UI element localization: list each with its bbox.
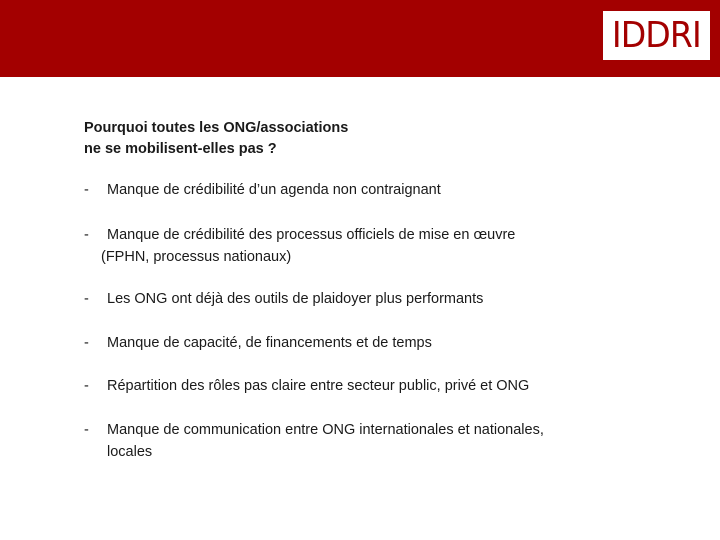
bullet-item bbox=[84, 224, 684, 268]
header-bar bbox=[0, 0, 720, 77]
logo-text: IDDRI bbox=[612, 14, 701, 56]
bullet-text: Répartition des rôles pas claire entre secteur public, privé et ONG bbox=[107, 378, 530, 394]
bullet-text: Manque de crédibilité des processus officiels de mise en œuvre bbox=[107, 227, 516, 243]
bullet-item bbox=[84, 332, 684, 354]
bullet-dash: - bbox=[84, 335, 89, 351]
iddri-logo bbox=[603, 11, 710, 60]
bullet-text-continued: (FPHN, processus nationaux) bbox=[101, 249, 292, 265]
bullet-dash: - bbox=[84, 291, 89, 307]
bullet-dash: - bbox=[84, 378, 89, 394]
bullet-text: Manque de crédibilité d’un agenda non contraignant bbox=[107, 182, 441, 198]
bullet-item bbox=[84, 419, 684, 463]
slide-heading bbox=[84, 118, 544, 160]
bullet-item bbox=[84, 288, 684, 310]
heading-line-2: ne se mobilisent-elles pas ? bbox=[84, 141, 277, 157]
bullet-item bbox=[84, 375, 684, 397]
bullet-dash: - bbox=[84, 422, 89, 438]
bullet-dash: - bbox=[84, 227, 89, 243]
bullet-text: Manque de capacité, de financements et de temps bbox=[107, 335, 432, 351]
bullet-dash: - bbox=[84, 182, 89, 198]
heading-line-1: Pourquoi toutes les ONG/associations bbox=[84, 120, 349, 136]
bullet-text: Manque de communication entre ONG internationales et nationales, bbox=[107, 422, 544, 438]
bullet-text: Les ONG ont déjà des outils de plaidoyer plus performants bbox=[107, 291, 484, 307]
bullet-text-continued: locales bbox=[107, 444, 153, 460]
bullet-item bbox=[84, 179, 684, 201]
